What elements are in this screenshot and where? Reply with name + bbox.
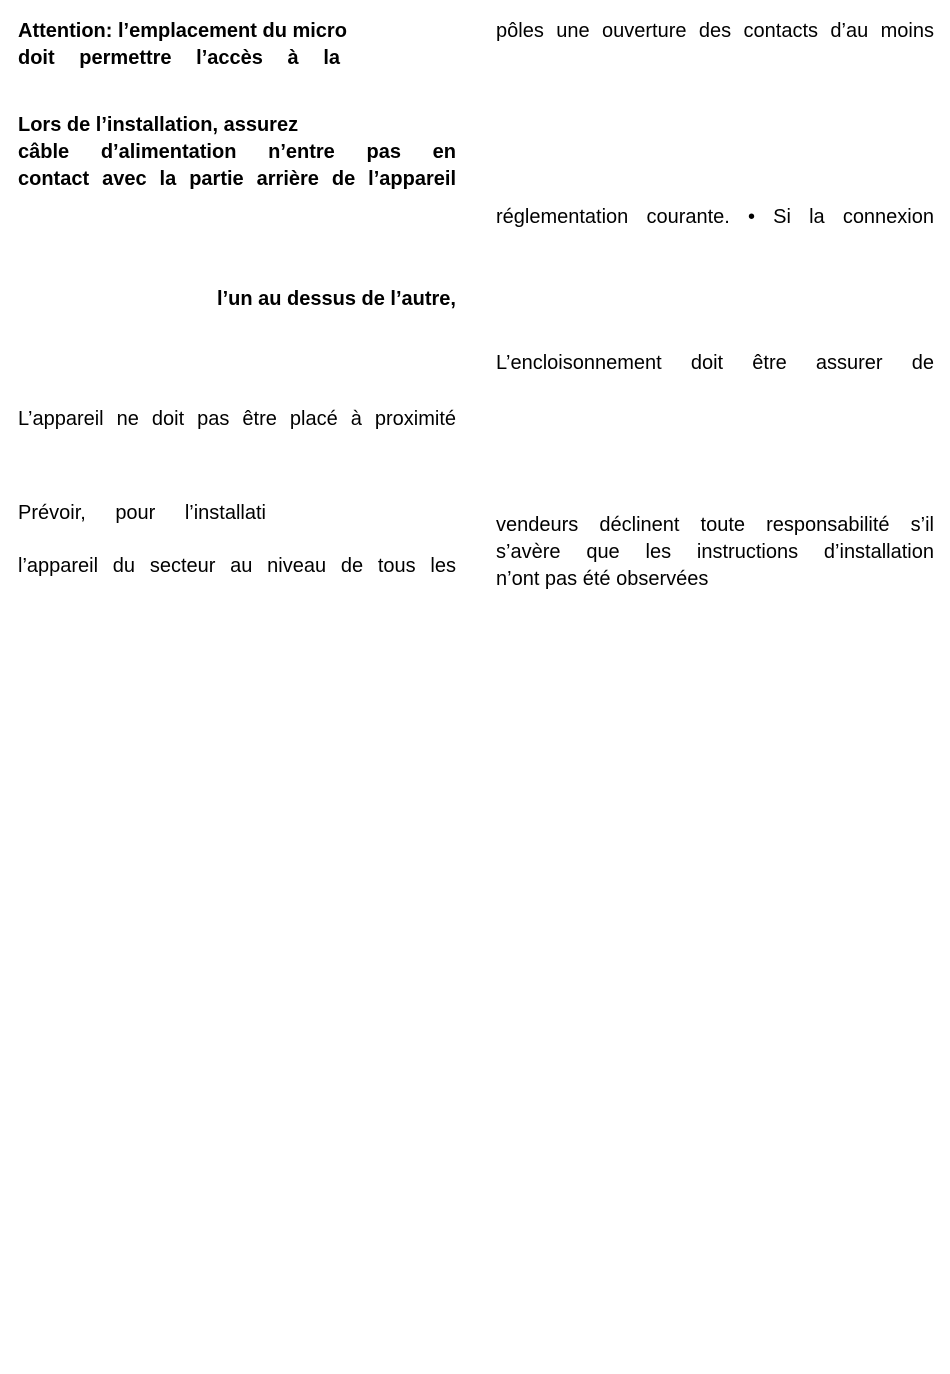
secteur-line: l’appareil du secteur au niveau de tous les [18, 555, 456, 577]
stack-line: l’un au dessus de l’autre, [217, 288, 456, 310]
attention-line-2: doit permettre l’accès à la [18, 47, 340, 69]
vendeurs-line-3: n’ont pas été observées [496, 568, 709, 590]
vendeurs-line-2: s’avère que les instructions d’installation [496, 541, 934, 563]
install-line-2: câble d’alimentation n’entre pas en [18, 141, 456, 163]
proximity-line: L’appareil ne doit pas être placé à proximité [18, 408, 456, 430]
vendeurs-line-1: vendeurs déclinent toute responsabilité s’il [496, 514, 934, 536]
install-line-3: contact avec la partie arrière de l’appareil [18, 168, 456, 190]
install-line-1: Lors de l’installation, assurez [18, 114, 299, 136]
encloisonnement-line: L’encloisonnement doit être assurer de [496, 352, 934, 374]
poles-line: pôles une ouverture des contacts d’au moins [496, 20, 934, 42]
reglementation-line: réglementation courante. • Si la connexion [496, 206, 934, 228]
prevoir-line: Prévoir, pour l’installati [18, 502, 266, 524]
attention-line-1: Attention: l’emplacement du micro [18, 20, 347, 42]
